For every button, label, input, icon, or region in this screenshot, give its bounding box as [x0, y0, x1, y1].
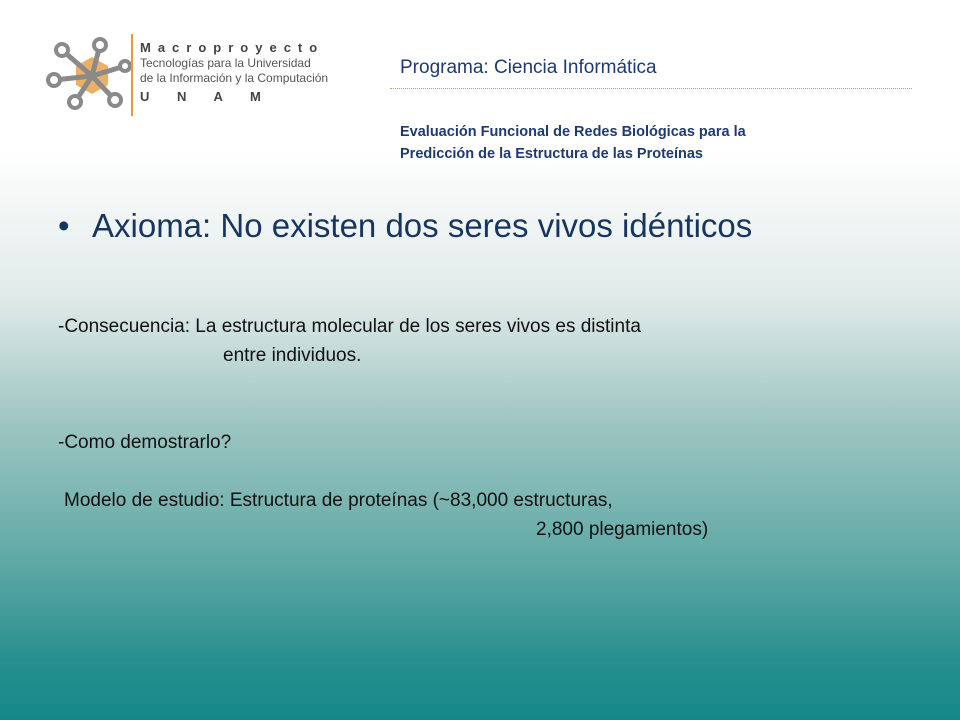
- axiom-bullet: [58, 207, 752, 245]
- axiom-text: Axioma: No existen dos seres vivos idénticos: [92, 207, 753, 244]
- project-title-line-1: Evaluación Funcional de Redes Biológicas para la: [400, 124, 746, 140]
- network-hexagon-icon: [40, 30, 132, 125]
- logo-unam: U N A M: [140, 89, 262, 104]
- consequence-line-2: entre individuos.: [223, 345, 362, 366]
- header-divider: [390, 88, 912, 89]
- question-text: -Como demostrarlo?: [58, 432, 232, 453]
- project-title: [400, 121, 746, 165]
- logo-divider: [131, 34, 133, 116]
- model-line-2: 2,800 plegamientos): [536, 519, 709, 540]
- program-title: Programa: Ciencia Informática: [400, 57, 657, 78]
- logo-line-1: Tecnologías para la Universidad: [140, 56, 311, 70]
- logo-line-2: de la Información y la Computación: [140, 71, 329, 85]
- logo-text: [140, 40, 328, 104]
- model-line-1: Modelo de estudio: Estructura de proteínas (~83,000 estructuras,: [64, 490, 613, 511]
- logo-title: Macroproyecto: [140, 40, 325, 55]
- bullet-icon: •: [58, 207, 70, 244]
- consequence-line-1: -Consecuencia: La estructura molecular de los seres vivos es distinta: [58, 316, 641, 337]
- project-title-line-2: Predicción de la Estructura de las Proteínas: [400, 146, 703, 162]
